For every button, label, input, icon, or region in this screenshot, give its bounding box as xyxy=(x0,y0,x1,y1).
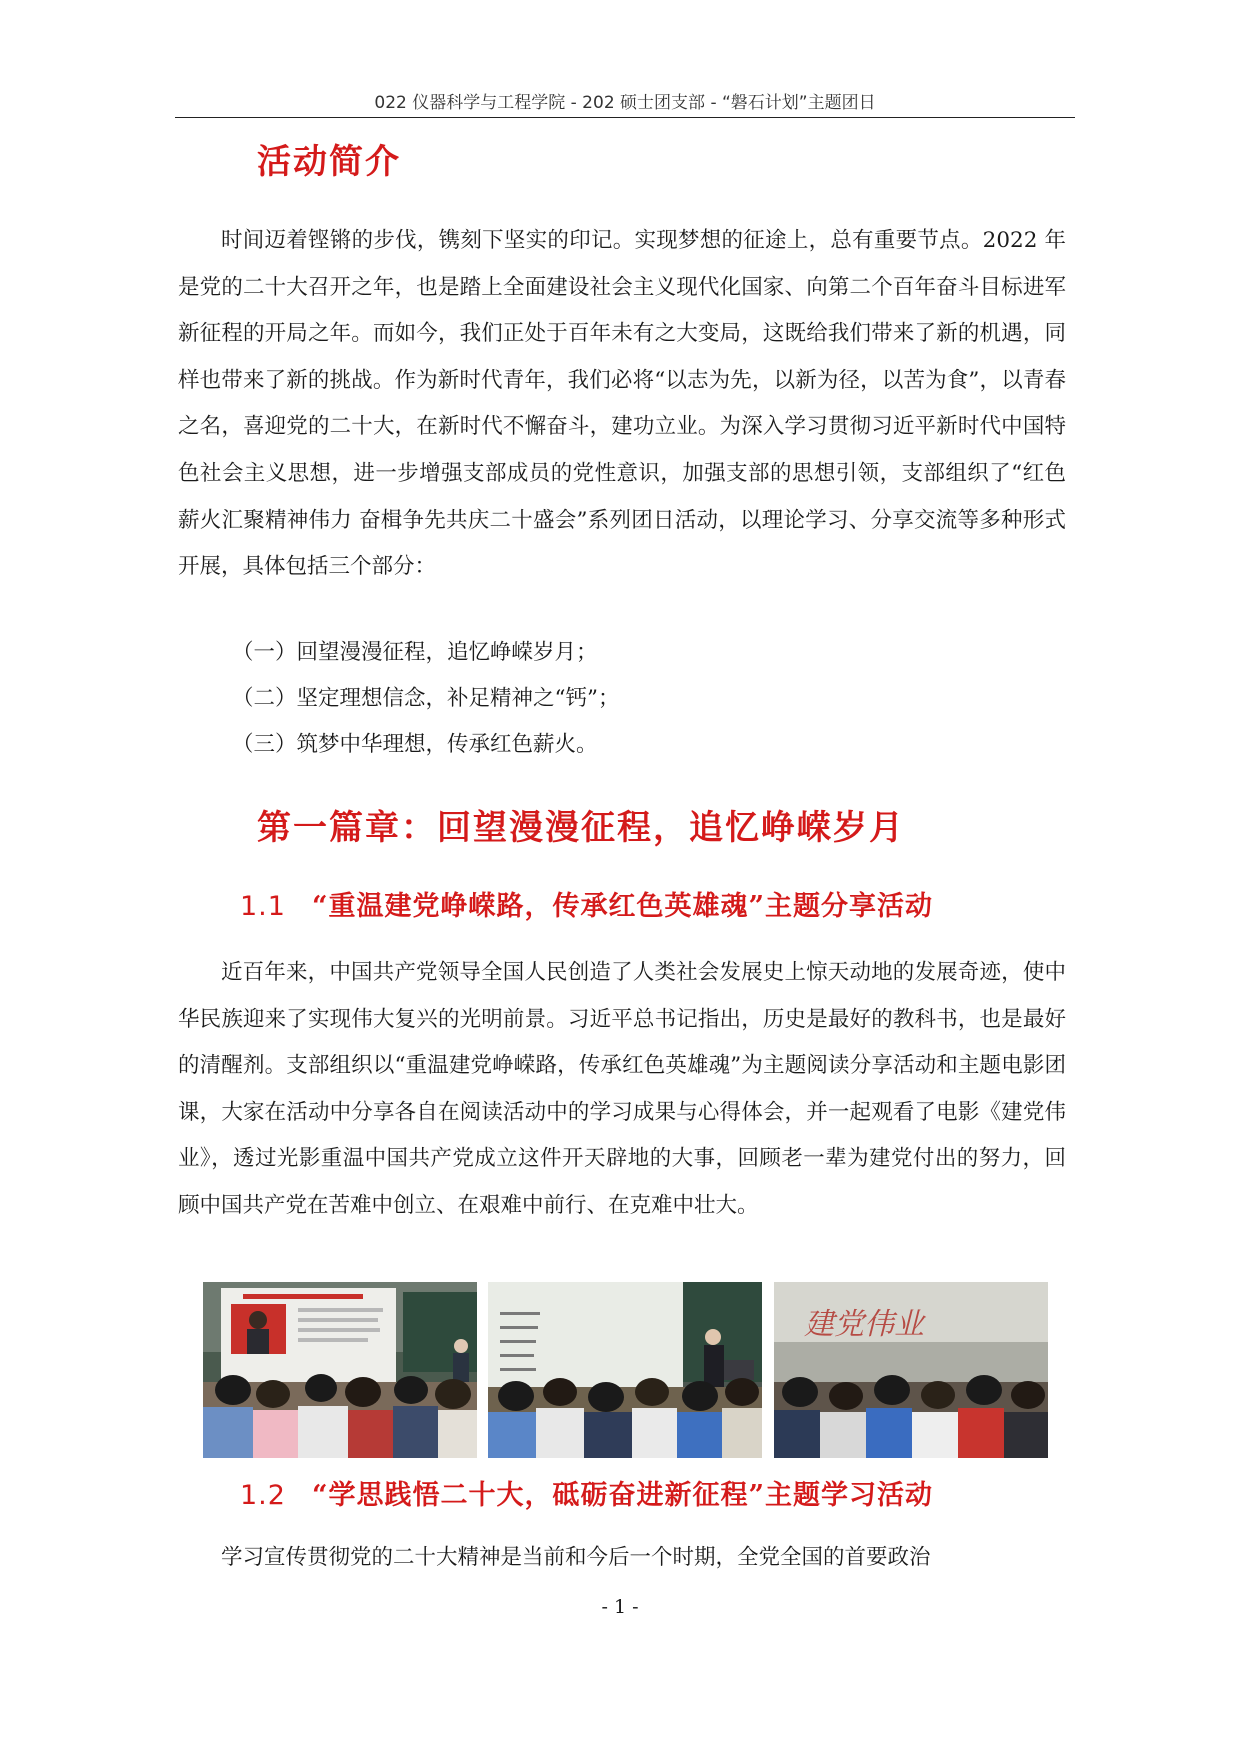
running-header: 022 仪器科学与工程学院 - 202 硕士团支部 - “磐石计划”主题团日 xyxy=(374,93,876,113)
activity-photo-strip xyxy=(203,1282,1048,1458)
section-1-1-number: 1.1 xyxy=(240,891,286,922)
section-1-1-title: “重温建党峥嵘路，传承红色英雄魂”主题分享活动 xyxy=(311,891,934,922)
intro-list-item-1: （一）回望漫漫征程，追忆峥嵘岁月； xyxy=(232,640,598,665)
activity-photo-3 xyxy=(774,1282,1048,1458)
intro-list-item-3: （三）筑梦中华理想，传承红色薪火。 xyxy=(232,732,598,757)
section-1-2-title: “学思践悟二十大，砥砺奋进新征程”主题学习活动 xyxy=(311,1480,934,1511)
page-number: - 1 - xyxy=(601,1596,639,1618)
intro-list-item-2: （二）坚定理想信念，补足精神之“钙”； xyxy=(232,686,620,711)
activity-photo-2 xyxy=(488,1282,762,1458)
section-1-2-heading xyxy=(240,1473,933,1512)
activity-photo-1 xyxy=(203,1282,477,1458)
section-1-1-heading xyxy=(240,884,933,923)
section-1-2-number: 1.2 xyxy=(240,1480,286,1511)
section-1-2-paragraph: 学习宣传贯彻党的二十大精神是当前和今后一个时期，全党全国的首要政治 xyxy=(221,1545,931,1570)
screen-calligraphy-text: 建党伟业 xyxy=(804,1307,924,1342)
intro-title: 活动简介 xyxy=(257,142,401,182)
intro-paragraph: 时间迈着铿锵的步伐，镌刻下坚实的印记。实现梦想的征途上，总有重要节点。2022 年是党的二十大召开之年，也是踏上全面建设社会主义现代化国家、向第二个百年奋斗目标进军新征程的开局之年。而如今，我们正处于百年未有之大变局，这既给我们带来了新的机遇，同样也带来了新的挑战。作为新时代青年，我们必将“以志为先，以新为径，以苦为食”，以青春之名，喜迎党的二十大，在新时代不懈奋斗，建功立业。为深入学习贯彻习近平新时代中国特色社会主义思想，进一步增强支部成员的党性意识，加强支部的思想引领，支部组织了“红色薪火汇聚精神伟力 奋楫争先共庆二十盛会”系列团日活动，以理论学习、分享交流等多种形式开展，具体包括三个部分： xyxy=(178,228,1066,580)
chapter1-title: 第一篇章：回望漫漫征程，追忆峥嵘岁月 xyxy=(257,808,905,848)
section-1-1-paragraph: 近百年来，中国共产党领导全国人民创造了人类社会发展史上惊天动地的发展奇迹，使中华民族迎来了实现伟大复兴的光明前景。习近平总书记指出，历史是最好的教科书，也是最好的清醒剂。支部组织以“重温建党峥嵘路，传承红色英雄魂”为主题阅读分享活动和主题电影团课，大家在活动中分享各自在阅读活动中的学习成果与心得体会，并一起观看了电影《建党伟业》，透过光影重温中国共产党成立这件开天辟地的大事，回顾老一辈为建党付出的努力，回顾中国共产党在苦难中创立、在艰难中前行、在克难中壮大。 xyxy=(178,960,1066,1218)
header-rule xyxy=(175,117,1075,118)
